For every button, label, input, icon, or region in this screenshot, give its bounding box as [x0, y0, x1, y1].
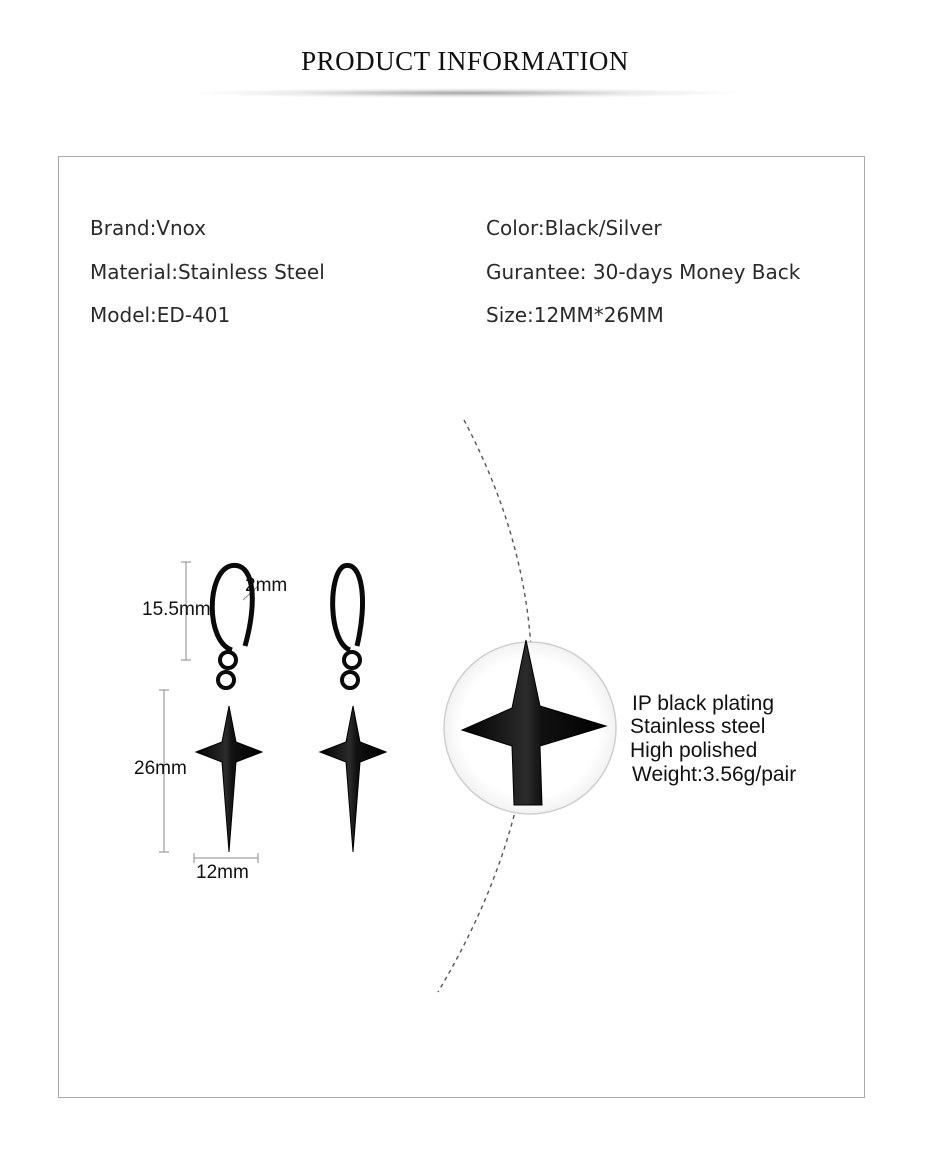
- spec-size: Size:12MM*26MM: [486, 303, 664, 327]
- earring-right: [320, 565, 386, 852]
- label-pendant-width: 12mm: [196, 862, 249, 883]
- note-finish: High polished: [630, 739, 758, 762]
- label-hoop-height: 15.5mm: [142, 599, 211, 620]
- detail-magnifier: [444, 640, 616, 814]
- label-hoop-thickness: 2mm: [245, 575, 288, 596]
- note-plating: IP black plating: [632, 692, 775, 715]
- note-material: Stainless steel: [630, 715, 766, 738]
- spec-guarantee: Gurantee: 30-days Money Back: [486, 260, 801, 284]
- spec-brand: Brand:Vnox: [90, 216, 207, 240]
- label-pendant-height: 26mm: [134, 758, 187, 779]
- spec-color: Color:Black/Silver: [486, 216, 662, 240]
- note-weight: Weight:3.56g/pair: [632, 763, 797, 786]
- spec-material: Material:Stainless Steel: [90, 260, 325, 284]
- page-title: PRODUCT INFORMATION: [301, 46, 629, 76]
- spec-model: Model:ED-401: [90, 303, 231, 327]
